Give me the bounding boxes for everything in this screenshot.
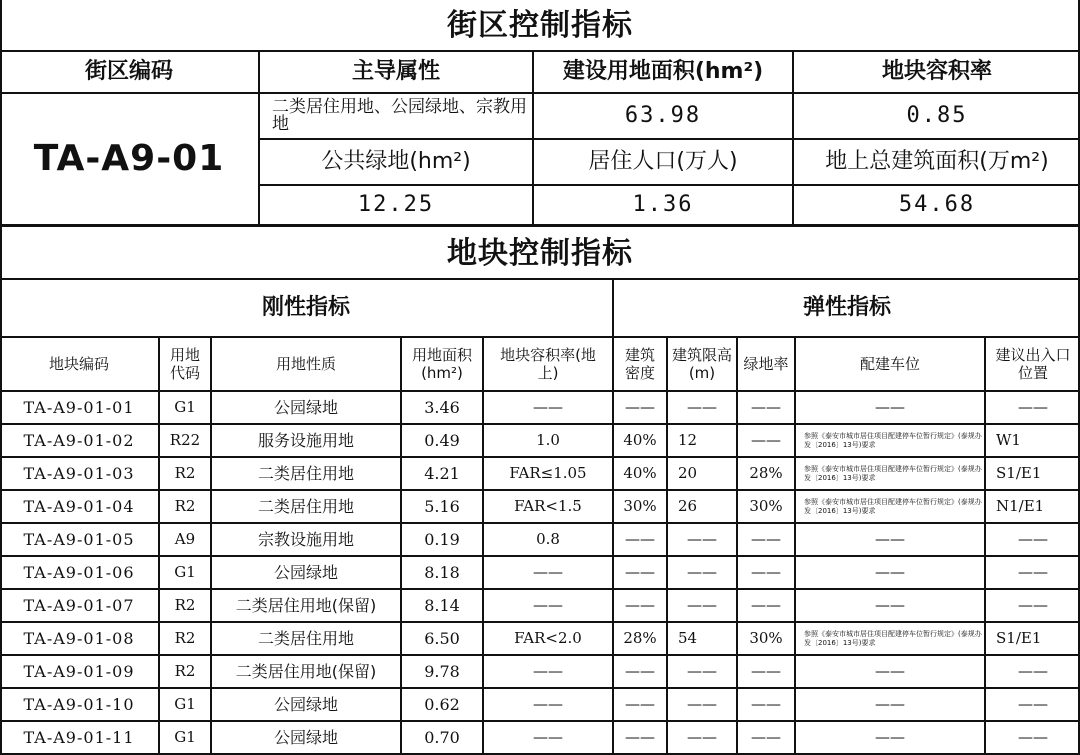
cell-access: —— bbox=[1018, 563, 1048, 582]
cell-type: 二类居住用地 bbox=[257, 496, 354, 516]
block-header-far: 地块容积率 bbox=[881, 58, 992, 84]
cell-access: —— bbox=[1018, 596, 1048, 615]
cell-density: —— bbox=[625, 596, 655, 615]
block-leading-use-value: 二类居住用地、公园绿地、宗教用地 bbox=[272, 97, 527, 134]
cell-access: S1/E1 bbox=[996, 629, 1042, 648]
cell-area: 0.19 bbox=[424, 529, 460, 549]
cell-green: —— bbox=[751, 662, 781, 681]
cell-code: R2 bbox=[174, 596, 196, 615]
cell-area: 0.62 bbox=[424, 694, 460, 714]
block-green-value: 12.25 bbox=[357, 191, 435, 217]
cell-density: 28% bbox=[623, 629, 657, 648]
cell-density: —— bbox=[625, 398, 655, 417]
cell-area: 0.49 bbox=[424, 430, 460, 450]
cell-green: —— bbox=[751, 431, 781, 450]
block-header-leading-use: 主导属性 bbox=[351, 58, 440, 84]
col-header-area: 用地面积(hm²) bbox=[411, 346, 472, 382]
cell-height: —— bbox=[687, 398, 717, 417]
cell-type: 公园绿地 bbox=[273, 694, 338, 714]
cell-parking: 参照《泰安市城市居住项目配建停车位暂行规定》(泰规办发〔2016〕13号)要求 bbox=[804, 431, 982, 449]
cell-height: 20 bbox=[678, 464, 698, 483]
elastic-indicators-title: 弹性指标 bbox=[802, 294, 891, 320]
cell-far: FAR<1.5 bbox=[514, 497, 582, 516]
cell-height: 26 bbox=[678, 497, 698, 516]
cell-access: —— bbox=[1018, 398, 1048, 417]
cell-green: —— bbox=[751, 398, 781, 417]
cell-far: 0.8 bbox=[536, 530, 560, 549]
cell-far: FAR≤1.05 bbox=[509, 464, 587, 483]
cell-density: —— bbox=[625, 695, 655, 714]
cell-code: A9 bbox=[174, 530, 196, 549]
cell-area: 8.18 bbox=[424, 562, 460, 582]
cell-access: —— bbox=[1018, 695, 1048, 714]
cell-type: 二类居住用地(保留) bbox=[235, 595, 377, 615]
cell-height: —— bbox=[687, 596, 717, 615]
cell-green: 30% bbox=[749, 629, 783, 648]
cell-green: —— bbox=[751, 563, 781, 582]
cell-code: R2 bbox=[174, 662, 196, 681]
cell-density: —— bbox=[625, 530, 655, 549]
cell-code: G1 bbox=[174, 695, 196, 714]
block-floor-area-value: 54.68 bbox=[898, 191, 976, 217]
block-header-population: 居住人口(万人) bbox=[588, 148, 738, 174]
cell-code: R2 bbox=[174, 497, 196, 516]
cell-far: —— bbox=[533, 662, 563, 681]
block-header-floor-area: 地上总建筑面积(万m²) bbox=[825, 148, 1049, 174]
cell-access: W1 bbox=[996, 431, 1021, 450]
cell-parking: —— bbox=[875, 563, 905, 582]
col-header-density: 建筑密度 bbox=[624, 346, 655, 382]
col-header-access: 建议出入口位置 bbox=[995, 346, 1071, 382]
cell-code: G1 bbox=[174, 398, 196, 417]
cell-far: 1.0 bbox=[536, 431, 560, 450]
cell-plot: TA-A9-01-01 bbox=[23, 397, 135, 417]
cell-code: R2 bbox=[174, 464, 196, 483]
col-header-parking: 配建车位 bbox=[859, 355, 920, 373]
cell-area: 0.70 bbox=[424, 727, 460, 747]
cell-green: —— bbox=[751, 530, 781, 549]
cell-plot: TA-A9-01-06 bbox=[23, 562, 135, 582]
cell-height: 54 bbox=[678, 629, 698, 648]
cell-height: —— bbox=[687, 728, 717, 747]
cell-plot: TA-A9-01-04 bbox=[23, 496, 135, 516]
cell-area: 4.21 bbox=[424, 463, 460, 483]
cell-plot: TA-A9-01-08 bbox=[23, 628, 135, 648]
cell-density: —— bbox=[625, 662, 655, 681]
cell-access: —— bbox=[1018, 728, 1048, 747]
cell-green: 28% bbox=[749, 464, 783, 483]
cell-far: —— bbox=[533, 596, 563, 615]
col-header-green-ratio: 绿地率 bbox=[743, 355, 789, 373]
block-header-green: 公共绿地(hm²) bbox=[321, 148, 471, 174]
cell-type: 公园绿地 bbox=[273, 562, 338, 582]
block-population-value: 1.36 bbox=[632, 191, 694, 217]
cell-access: —— bbox=[1018, 662, 1048, 681]
col-header-far: 地块容积率(地上) bbox=[500, 346, 596, 382]
block-far-value: 0.85 bbox=[906, 102, 968, 128]
cell-green: 30% bbox=[749, 497, 783, 516]
cell-parking: —— bbox=[875, 728, 905, 747]
cell-far: —— bbox=[533, 398, 563, 417]
block-code-value: TA-A9-01 bbox=[33, 138, 225, 180]
block-section-title: 街区控制指标 bbox=[447, 7, 633, 43]
cell-access: N1/E1 bbox=[996, 497, 1045, 516]
cell-height: —— bbox=[687, 530, 717, 549]
cell-height: —— bbox=[687, 695, 717, 714]
cell-parking: —— bbox=[875, 695, 905, 714]
cell-type: 二类居住用地 bbox=[257, 463, 354, 483]
cell-height: 12 bbox=[678, 431, 698, 450]
cell-code: R2 bbox=[174, 629, 196, 648]
cell-green: —— bbox=[751, 596, 781, 615]
cell-plot: TA-A9-01-05 bbox=[23, 529, 135, 549]
cell-parking: 参照《泰安市城市居住项目配建停车位暂行规定》(泰规办发〔2016〕13号)要求 bbox=[804, 629, 982, 647]
cell-density: 30% bbox=[623, 497, 657, 516]
cell-far: —— bbox=[533, 728, 563, 747]
cell-area: 3.46 bbox=[424, 397, 460, 417]
cell-far: FAR<2.0 bbox=[514, 629, 582, 648]
cell-plot: TA-A9-01-10 bbox=[23, 694, 135, 714]
cell-far: —— bbox=[533, 563, 563, 582]
cell-parking: —— bbox=[875, 398, 905, 417]
cell-density: —— bbox=[625, 728, 655, 747]
cell-area: 6.50 bbox=[424, 628, 460, 648]
cell-code: G1 bbox=[174, 728, 196, 747]
cell-type: 二类居住用地(保留) bbox=[235, 661, 377, 681]
cell-type: 公园绿地 bbox=[273, 727, 338, 747]
cell-density: 40% bbox=[623, 464, 657, 483]
cell-parking: —— bbox=[875, 596, 905, 615]
cell-area: 8.14 bbox=[424, 595, 460, 615]
cell-height: —— bbox=[687, 662, 717, 681]
parcel-section-title: 地块控制指标 bbox=[447, 235, 633, 271]
cell-type: 二类居住用地 bbox=[257, 628, 354, 648]
cell-type: 公园绿地 bbox=[273, 397, 338, 417]
cell-plot: TA-A9-01-09 bbox=[23, 661, 135, 681]
cell-green: —— bbox=[751, 728, 781, 747]
cell-plot: TA-A9-01-11 bbox=[23, 727, 135, 747]
rigid-indicators-title: 刚性指标 bbox=[261, 294, 350, 320]
cell-type: 宗教设施用地 bbox=[257, 529, 354, 549]
col-header-height: 建筑限高(m) bbox=[672, 346, 733, 382]
col-header-land-type: 用地性质 bbox=[275, 355, 336, 373]
col-header-plot-code: 地块编码 bbox=[48, 355, 109, 373]
block-land-area-value: 63.98 bbox=[624, 102, 702, 128]
cell-green: —— bbox=[751, 695, 781, 714]
cell-area: 9.78 bbox=[424, 661, 460, 681]
cell-code: G1 bbox=[174, 563, 196, 582]
cell-access: S1/E1 bbox=[996, 464, 1042, 483]
col-header-land-code: 用地代码 bbox=[169, 346, 200, 382]
cell-parking: 参照《泰安市城市居住项目配建停车位暂行规定》(泰规办发〔2016〕13号)要求 bbox=[804, 464, 982, 482]
cell-plot: TA-A9-01-03 bbox=[23, 463, 135, 483]
cell-plot: TA-A9-01-02 bbox=[23, 430, 135, 450]
cell-far: —— bbox=[533, 695, 563, 714]
cell-parking: —— bbox=[875, 530, 905, 549]
cell-code: R22 bbox=[169, 431, 201, 450]
cell-parking: —— bbox=[875, 662, 905, 681]
cell-access: —— bbox=[1018, 530, 1048, 549]
block-header-code: 街区编码 bbox=[84, 58, 173, 84]
cell-type: 服务设施用地 bbox=[257, 430, 354, 450]
cell-area: 5.16 bbox=[424, 496, 460, 516]
cell-density: —— bbox=[625, 563, 655, 582]
cell-plot: TA-A9-01-07 bbox=[23, 595, 135, 615]
cell-density: 40% bbox=[623, 431, 657, 450]
cell-height: —— bbox=[687, 563, 717, 582]
block-header-land-area: 建设用地面积(hm²) bbox=[562, 58, 764, 84]
cell-parking: 参照《泰安市城市居住项目配建停车位暂行规定》(泰规办发〔2016〕13号)要求 bbox=[804, 497, 982, 515]
